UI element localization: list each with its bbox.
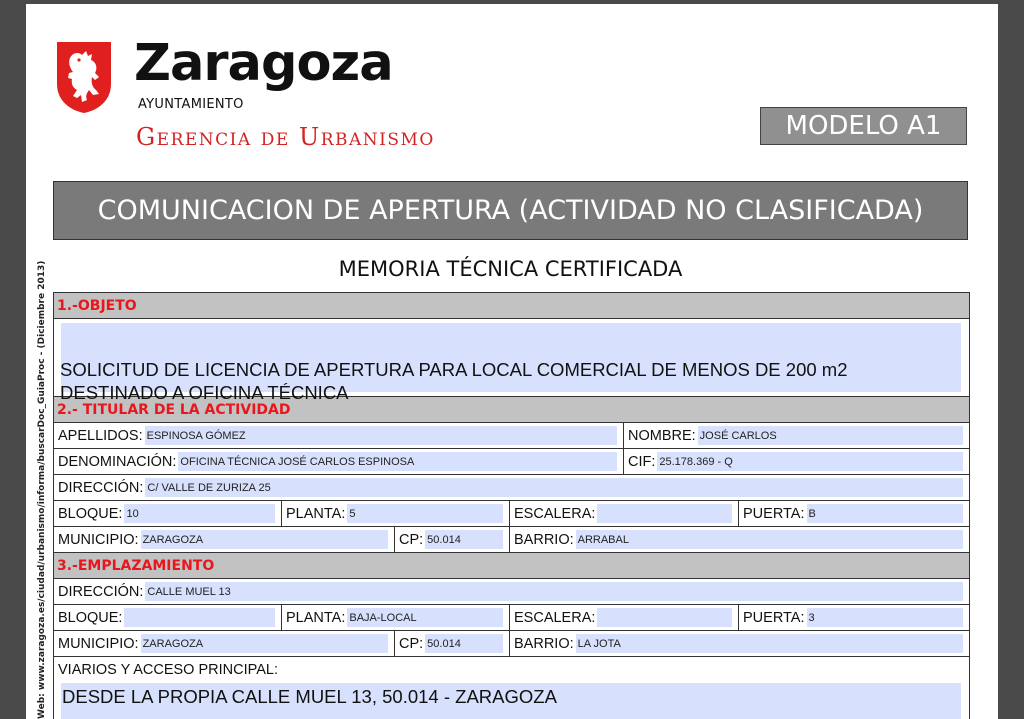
bloque-cell — [54, 501, 282, 526]
emp-bloque-cell — [54, 605, 282, 630]
municipio-cell — [54, 527, 395, 552]
bloque-field[interactable]: 10 — [124, 504, 275, 523]
titular-row-direccion — [54, 475, 969, 501]
emp-direccion-field[interactable]: CALLE MUEL 13 — [145, 582, 963, 601]
emp-municipio-label: MUNICIPIO: — [58, 635, 139, 652]
titular-row-bloque — [54, 501, 969, 527]
form-title-banner: COMUNICACION DE APERTURA (ACTIVIDAD NO CLASIFICADA) — [53, 181, 968, 240]
emp-escalera-label: ESCALERA: — [514, 609, 596, 626]
nombre-label: NOMBRE: — [628, 427, 696, 444]
municipio-field[interactable]: ZARAGOZA — [141, 530, 388, 549]
puerta-label: PUERTA: — [743, 505, 805, 522]
model-badge: MODELO A1 — [760, 107, 967, 145]
section-objeto-header: 1.-OBJETO — [54, 293, 969, 319]
emp-puerta-label: PUERTA: — [743, 609, 805, 626]
escalera-field[interactable] — [597, 504, 732, 523]
emp-bloque-field[interactable] — [124, 608, 275, 627]
barrio-label: BARRIO: — [514, 531, 574, 548]
emp-barrio-field[interactable]: LA JOTA — [576, 634, 963, 653]
direccion-field[interactable]: C/ VALLE DE ZURIZA 25 — [145, 478, 963, 497]
emplazamiento-row-municipio — [54, 631, 969, 657]
objeto-field[interactable] — [54, 319, 969, 403]
section-titular-header: 2.- TITULAR DE LA ACTIVIDAD — [54, 397, 969, 423]
emplazamiento-row-direccion — [54, 579, 969, 605]
titular-row-denominacion — [54, 449, 969, 475]
cif-field[interactable]: 25.178.369 - Q — [657, 452, 963, 471]
direccion-label: DIRECCIÓN: — [58, 479, 144, 496]
denominacion-label: DENOMINACIÓN: — [58, 453, 177, 470]
planta-label: PLANTA: — [286, 505, 346, 522]
emp-direccion-label: DIRECCIÓN: — [58, 583, 144, 600]
titular-row-municipio — [54, 527, 969, 553]
denominacion-field[interactable]: OFICINA TÉCNICA JOSÉ CARLOS ESPINOSA — [178, 452, 617, 471]
side-reference-text: Web: www.zaragoza.es/ciudad/urbanismo/informa/buscarDoc_GuiaProc - (Diciembre 2013) — [37, 260, 47, 719]
emp-planta-field[interactable]: BAJA-LOCAL — [347, 608, 503, 627]
objeto-text-line2: DESTINADO A OFICINA TÉCNICA — [60, 382, 349, 403]
cif-label: CIF: — [628, 453, 656, 470]
emplazamiento-row-bloque — [54, 605, 969, 631]
form-table — [53, 292, 970, 719]
barrio-cell — [510, 527, 969, 552]
viarios-label: VIARIOS Y ACCESO PRINCIPAL: — [58, 662, 278, 678]
municipio-label: MUNICIPIO: — [58, 531, 139, 548]
emp-cp-field[interactable]: 50.014 — [425, 634, 503, 653]
emp-planta-cell — [282, 605, 510, 630]
section-emplazamiento-header: 3.-EMPLAZAMIENTO — [54, 553, 969, 579]
emp-direccion-cell — [54, 579, 969, 604]
viarios-field[interactable] — [54, 683, 969, 719]
emp-escalera-cell — [510, 605, 739, 630]
objeto-text-line1: SOLICITUD DE LICENCIA DE APERTURA PARA LOCAL COMERCIAL DE MENOS DE 200 m2 — [60, 359, 848, 380]
department-name: Gerencia de Urbanismo — [136, 123, 435, 151]
viarios-text: DESDE LA PROPIA CALLE MUEL 13, 50.014 - ZARAGOZA — [62, 686, 557, 707]
bloque-label: BLOQUE: — [58, 505, 123, 522]
apellidos-cell — [54, 423, 624, 448]
barrio-field[interactable]: ARRABAL — [576, 530, 963, 549]
emp-barrio-cell — [510, 631, 969, 656]
zaragoza-lion-shield-icon — [55, 40, 113, 114]
nombre-cell — [624, 423, 969, 448]
brand-name: Zaragoza — [134, 34, 393, 93]
nombre-field[interactable]: JOSÉ CARLOS — [698, 426, 963, 445]
apellidos-field[interactable]: ESPINOSA GÓMEZ — [145, 426, 617, 445]
emp-municipio-cell — [54, 631, 395, 656]
escalera-cell — [510, 501, 739, 526]
cp-field[interactable]: 50.014 — [425, 530, 503, 549]
emp-cp-label: CP: — [399, 635, 424, 652]
document-page — [26, 4, 998, 719]
planta-field[interactable]: 5 — [347, 504, 503, 523]
denominacion-cell — [54, 449, 624, 474]
emp-puerta-field[interactable]: 3 — [807, 608, 963, 627]
emp-escalera-field[interactable] — [597, 608, 732, 627]
cp-label: CP: — [399, 531, 424, 548]
emp-barrio-label: BARRIO: — [514, 635, 574, 652]
titular-row-names — [54, 423, 969, 449]
puerta-cell — [739, 501, 969, 526]
cp-cell — [395, 527, 510, 552]
viarios-label-row — [54, 657, 969, 683]
puerta-field[interactable]: B — [807, 504, 963, 523]
emp-bloque-label: BLOQUE: — [58, 609, 123, 626]
planta-cell — [282, 501, 510, 526]
form-subtitle: MEMORIA TÉCNICA CERTIFICADA — [338, 257, 683, 281]
emp-municipio-field[interactable]: ZARAGOZA — [141, 634, 388, 653]
brand-subtitle: AYUNTAMIENTO — [138, 97, 244, 112]
emp-puerta-cell — [739, 605, 969, 630]
direccion-cell — [54, 475, 969, 500]
apellidos-label: APELLIDOS: — [58, 427, 143, 444]
escalera-label: ESCALERA: — [514, 505, 596, 522]
emp-cp-cell — [395, 631, 510, 656]
emp-planta-label: PLANTA: — [286, 609, 346, 626]
cif-cell — [624, 449, 969, 474]
